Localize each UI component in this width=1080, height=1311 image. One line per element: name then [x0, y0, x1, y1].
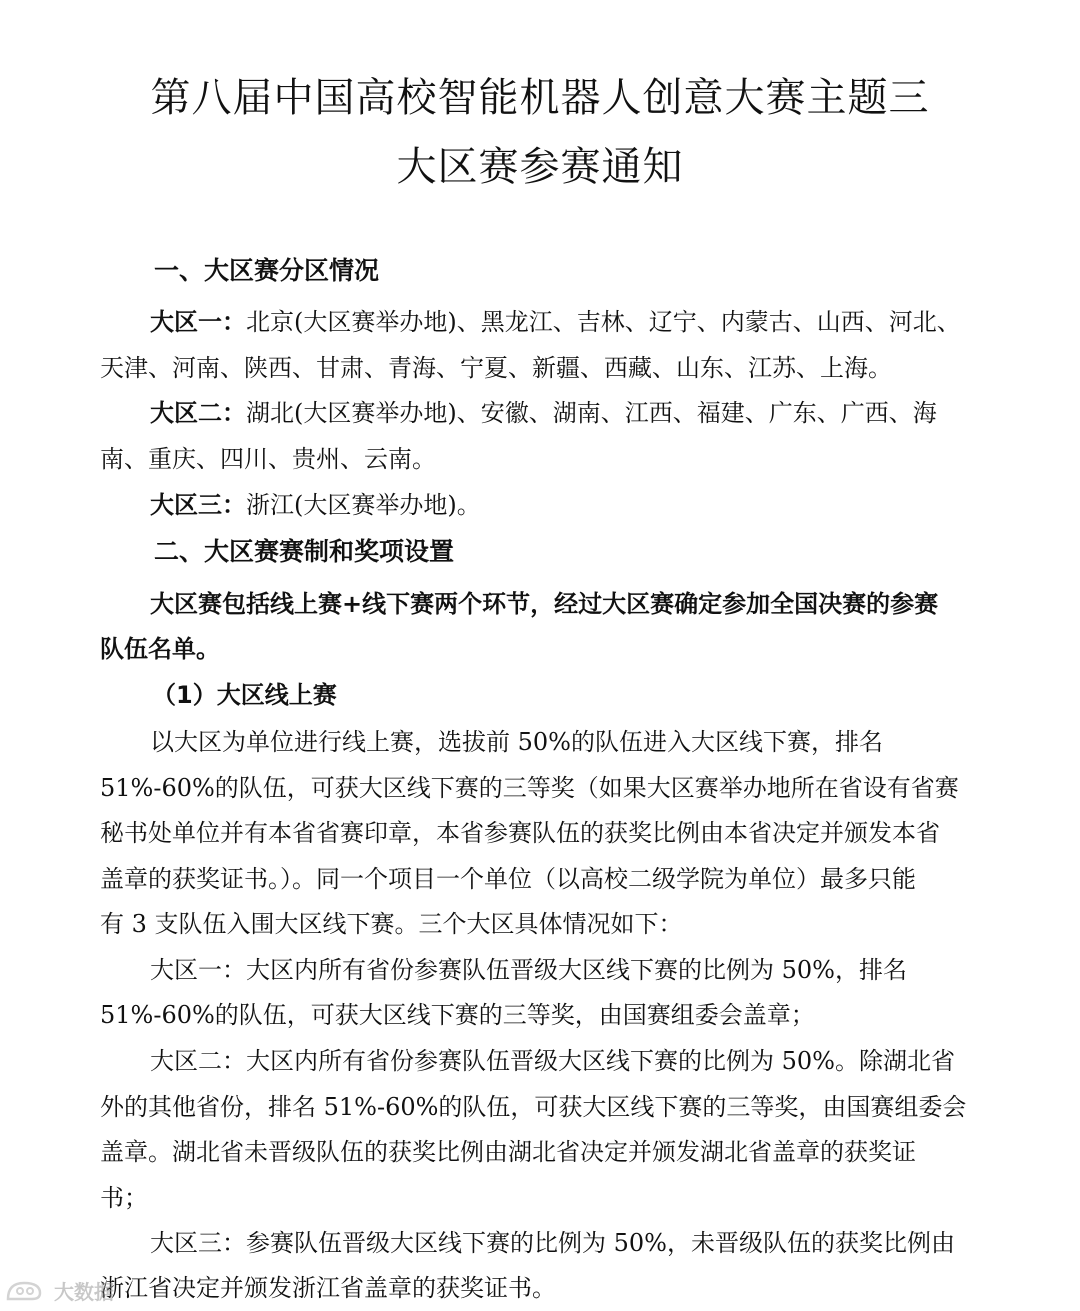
- region1-label: 大区一：: [150, 308, 246, 336]
- sub1-region3-line: 大区三：参赛队伍晋级大区线下赛的比例为 50%，未晋级队伍的获奖比例由: [150, 1229, 955, 1257]
- sub1-para-line: 秘书处单位并有本省省赛印章，本省参赛队伍的获奖比例由本省决定并颁发本省: [100, 819, 940, 847]
- section2-heading: 二、大区赛赛制和奖项设置: [154, 537, 455, 566]
- sub1-region2-line: 盖章。湖北省未晋级队伍的获奖比例由湖北省决定并颁发湖北省盖章的获奖证: [100, 1138, 916, 1166]
- section2-intro-line1: 大区赛包括线上赛+线下赛两个环节，经过大区赛确定参加全国决赛的参赛: [150, 590, 939, 618]
- region2-text: 湖北(大区赛举办地)、安徽、湖南、江西、福建、广东、广西、海: [246, 399, 937, 427]
- region1-line1: [150, 307, 961, 337]
- sub1-region1-line: 51%-60%的队伍，可获大区线下赛的三等奖，由国赛组委会盖章；: [100, 1001, 815, 1029]
- region2-line1: [150, 398, 937, 428]
- watermark-logo-icon: [4, 1279, 50, 1303]
- sub1-region1-line: 大区一：大区内所有省份参赛队伍晋级大区线下赛的比例为 50%，排名: [150, 956, 907, 984]
- section2-intro-line2: 队伍名单。: [100, 635, 220, 663]
- document-title-line1: 第八届中国高校智能机器人创意大赛主题三: [150, 75, 930, 121]
- sub1-para-line: 有 3 支队伍入围大区线下赛。三个大区具体情况如下：: [100, 910, 683, 938]
- region2-line2: 南、重庆、四川、贵州、云南。: [100, 445, 436, 473]
- region3-text: 浙江(大区赛举办地)。: [246, 491, 481, 519]
- document-title-line2: 大区赛参赛通知: [396, 144, 684, 190]
- sub1-region2-line: 外的其他省份，排名 51%-60%的队伍，可获大区线下赛的三等奖，由国赛组委会: [100, 1093, 967, 1121]
- sub1-region2-line: 书；: [100, 1184, 148, 1212]
- sub1-region3-line: 浙江省决定并颁发浙江省盖章的获奖证书。: [100, 1274, 556, 1302]
- sub1-para-line: 51%-60%的队伍，可获大区线下赛的三等奖（如果大区赛举办地所在省设有省赛: [100, 774, 959, 802]
- section1-heading: 一、大区赛分区情况: [154, 256, 380, 285]
- sub1-para-line: 以大区为单位进行线上赛，选拔前 50%的队伍进入大区线下赛，排名: [150, 728, 883, 756]
- sub1-para-line: 盖章的获奖证书。）。同一个项目一个单位（以高校二级学院为单位）最多只能: [100, 865, 916, 893]
- region2-label: 大区二：: [150, 399, 246, 427]
- watermark: [4, 1276, 114, 1305]
- sub1-region2-line: 大区二：大区内所有省份参赛队伍晋级大区线下赛的比例为 50%。除湖北省: [150, 1047, 955, 1075]
- watermark-text: 大数据: [54, 1280, 114, 1304]
- region3-line1: [150, 490, 481, 520]
- region1-line2: 天津、河南、陕西、甘肃、青海、宁夏、新疆、西藏、山东、江苏、上海。: [100, 354, 892, 382]
- region3-label: 大区三：: [150, 491, 246, 519]
- region1-text: 北京(大区赛举办地)、黑龙江、吉林、辽宁、内蒙古、山西、河北、: [246, 308, 961, 336]
- sub1-heading: （1）大区线上赛: [152, 681, 337, 709]
